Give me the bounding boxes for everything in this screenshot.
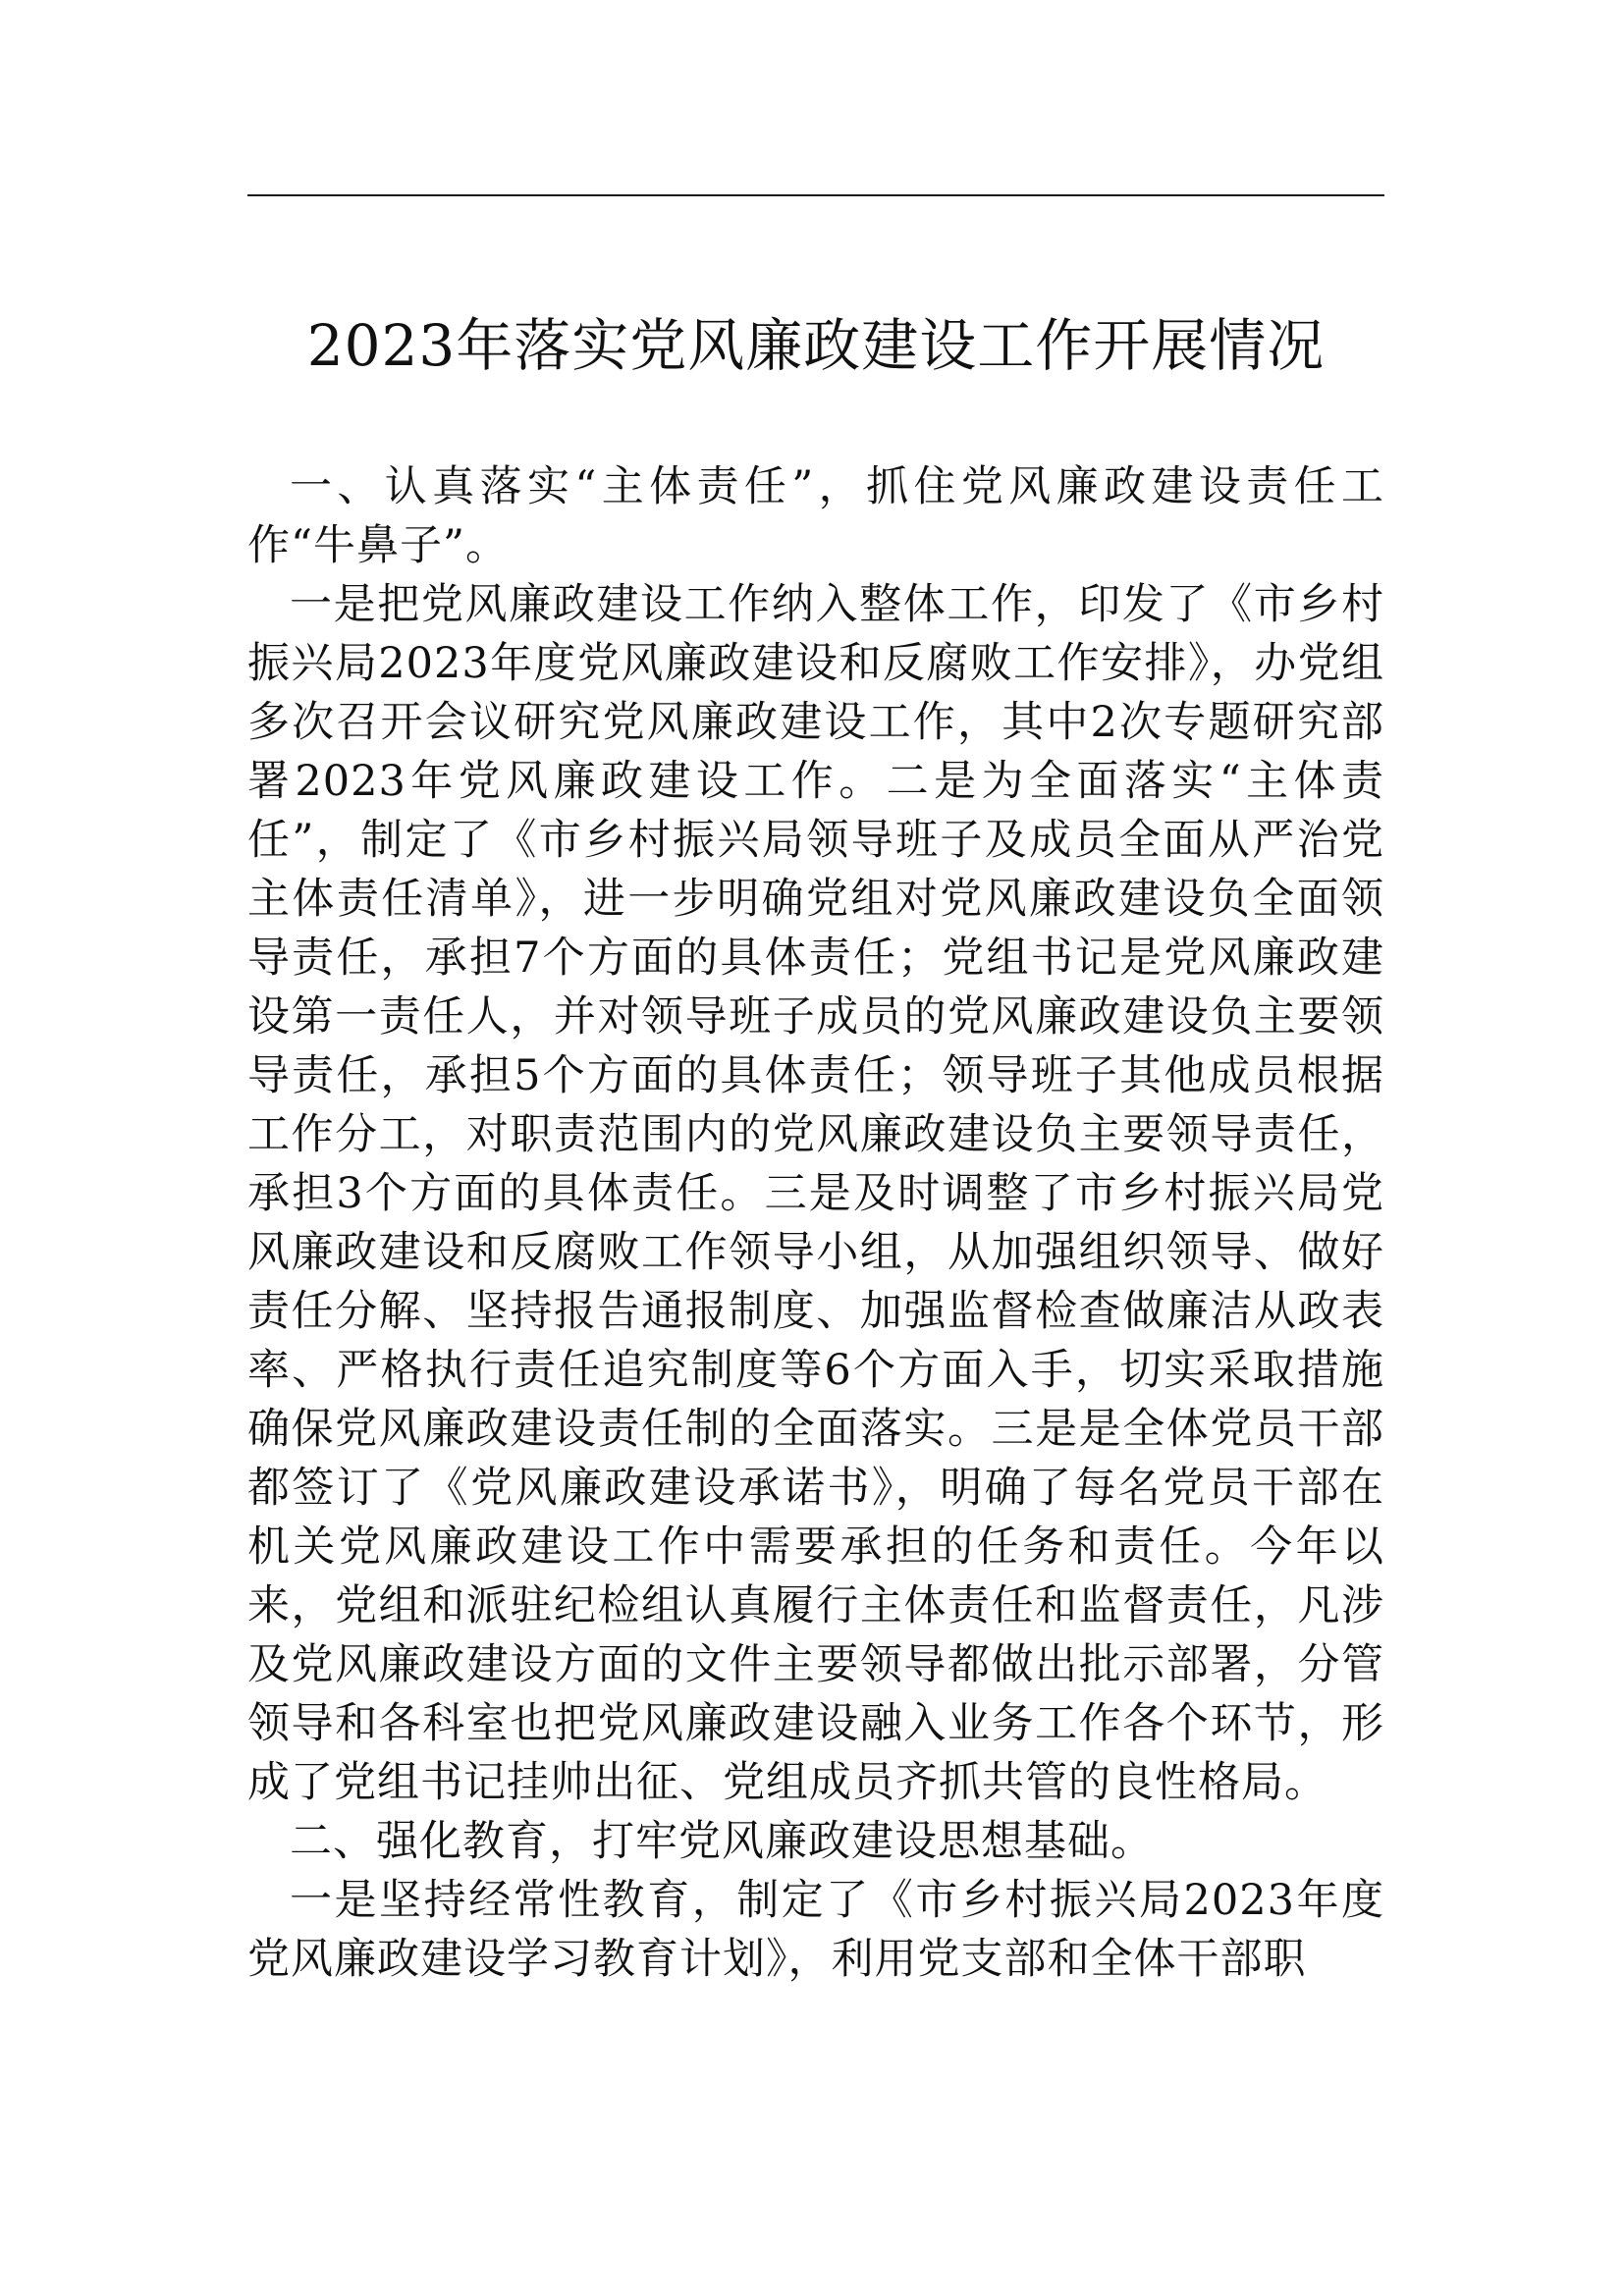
document-title: 2023年落实党风廉政建设工作开展情况 (306, 312, 1326, 379)
section-heading-1: 一、认真落实“主体责任”，抓住党风廉政建设责任工作“牛鼻子”。 (247, 462, 1384, 570)
body-paragraph-1: 一是把党风廉政建设工作纳入整体工作，印发了《市乡村振兴局2023年度党风廉政建设和反腐败工作安排》，办党组多次召开会议研究党风廉政建设工作，其中2次专题研究部署2023年党风廉政建设工作。二是为全面落实“主体责任”，制定了《市乡村振兴局领导班子及成员全面从严治党主体责任清单》，进一步明确党组对党风廉政建设负全面领导责任，承担7个方面的具体责任；党组书记是党风廉政建设第一责任人，并对领导班子成员的党风廉政建设负主要领导责任，承担5个方面的具体责任；领导班子其他成员根据工作分工，对职责范围内的党风廉政建设负主要领导责任，承担3个方面的具体责任。三是及时调整了市乡村振兴局党风廉政建设和反腐败工作领导小组，从加强组织领导、做好责任分解、坚持报告通报制度、加强监督检查做廉洁从政表率、严格执行责任追究制度等6个方面入手，切实采取措施确保党风廉政建设责任制的全面落实。三是是全体党员干部都签订了《党风廉政建设承诺书》，明确了每名党员干部在机关党风廉政建设工作中需要承担的任务和责任。今年以来，党组和派驻纪检组认真履行主体责任和监督责任，凡涉及党风廉政建设方面的文件主要领导都做出批示部署，分管领导和各科室也把党风廉政建设融入业务工作各个环节，形成了党组书记挂帅出征、党组成员齐抓共管的良性格局。 (247, 580, 1384, 1807)
section-heading-2: 二、强化教育，打牢党风廉政建设思想基础。 (290, 1817, 1154, 1866)
header-rule (247, 194, 1384, 196)
body-paragraph-2: 一是坚持经常性教育，制定了《市乡村振兴局2023年度党风廉政建设学习教育计划》，利用党支部和全体干部职 (247, 1876, 1384, 1984)
document-body (247, 457, 1384, 1989)
